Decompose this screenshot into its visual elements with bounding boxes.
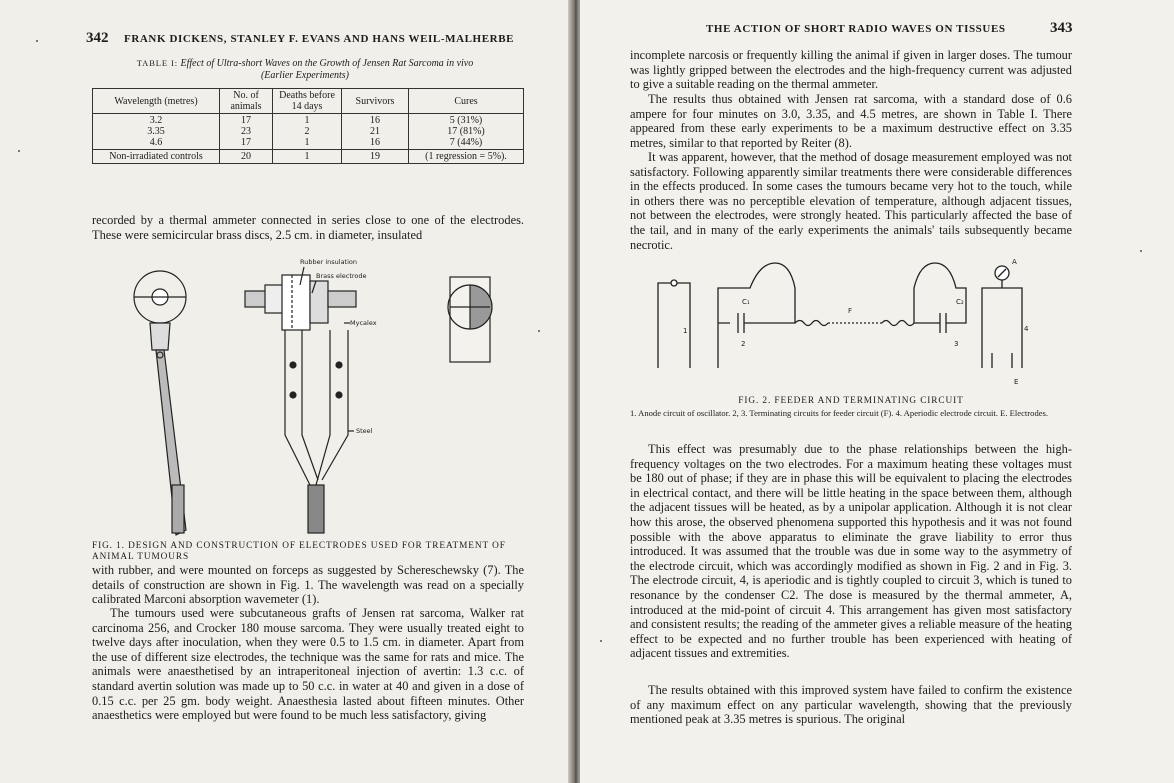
cell-control-animals: 20 — [220, 150, 273, 164]
paragraph-right-5: The results obtained with this improved system have failed to confirm the existence of any maximum effect on any particular wavelength, showing that the previously mentioned peak at 3.35 metres is spurious. The original — [630, 683, 1072, 727]
cell-animals: 17 23 17 — [220, 114, 273, 150]
cell-control-deaths: 1 — [273, 150, 342, 164]
table-caption-sub: (Earlier Experiments) — [260, 70, 350, 81]
running-head-left: FRANK DICKENS, STANLEY F. EVANS AND HANS WEIL-MALHERBE — [124, 33, 515, 45]
circuit-label-1: 1 — [683, 327, 688, 335]
page-number-left: 342 — [86, 30, 109, 46]
cell-cures: 5 (31%) 17 (81%) 7 (44%) — [409, 114, 524, 150]
table-control-row — [93, 150, 524, 164]
circuit-figure — [650, 258, 1050, 393]
figure-1-caption: FIG. 1. DESIGN AND CONSTRUCTION OF ELECTRODES USED FOR TREATMENT OF ANIMAL TUMOURS — [92, 541, 506, 562]
paragraph-right-1: incomplete narcosis or frequently killing the animal if given in larger doses. The tumour was lightly gripped between the electrodes and the high-frequency current was adjusted to give a suitable reading on the thermal ammeter. — [630, 48, 1072, 92]
circuit-label-a: A — [1012, 258, 1017, 266]
circuit-label-2: 2 — [741, 340, 746, 348]
table-data-row — [93, 114, 524, 150]
cell-deaths: 1 2 1 — [273, 114, 342, 150]
circuit-label-3: 3 — [954, 340, 959, 348]
circuit-label-e: E — [1014, 378, 1019, 386]
table-caption-title: Effect of Ultra-short Waves on the Growth of Jensen Rat Sarcoma in vivo — [180, 58, 474, 69]
cell-control-survivors: 19 — [342, 150, 409, 164]
figure-2-caption-legend: 1. Anode circuit of oscillator. 2, 3. Terminating circuits for feeder circuit (F). 4. Aperiodic electrode circuit. E. Electrodes. — [630, 408, 1049, 418]
col-header-wavelength: Wavelength (metres) — [93, 89, 220, 114]
paragraph-right-2: The results thus obtained with Jensen rat sarcoma, with a standard dose of 0.6 ampere for four minutes on 3.0, 3.35, and 4.5 metres, are shown in Table I. There appeared from these early experiments to be a maximum destructive effect on 3.35 metres, similar to that reported by Reiter (8). — [630, 92, 1072, 150]
cell-survivors: 16 21 16 — [342, 114, 409, 150]
results-table — [92, 88, 524, 164]
circuit-label-4: 4 — [1024, 325, 1029, 333]
running-head-right: THE ACTION OF SHORT RADIO WAVES ON TISSUES — [706, 23, 1006, 35]
cell-control-label: Non-irradiated controls — [93, 150, 220, 164]
col-header-deaths: Deaths before 14 days — [273, 89, 342, 114]
right-page — [580, 0, 1174, 783]
page-number-right: 343 — [1050, 20, 1073, 36]
figure-2-caption-title: FIG. 2. FEEDER AND TERMINATING CIRCUIT — [738, 396, 964, 406]
label-steel: Steel — [356, 427, 373, 435]
cell-control-cures: (1 regression = 5%). — [409, 150, 524, 164]
paragraph-left-top: recorded by a thermal ammeter connected in series close to one of the electrodes. These were semicircular brass discs, 2.5 cm. in diameter, insulated — [92, 213, 524, 242]
table-header-row — [93, 89, 524, 114]
label-mycalex: Mycalex — [350, 319, 377, 327]
paragraph-left-bottom-2: The tumours used were subcutaneous grafts of Jensen rat sarcoma, Walker rat carcinoma 256, and Crocker 180 mouse sarcoma. They were usually treated eight to twelve days after inoculation, when they were 0.5 to 1.5 cm. in diameter. Apart from the use of different size electrodes, the technique was the same for rats and mice. The animals were anaesthetised by an intraperitoneal injection of avertin: 1.3 c.c. of standard avertin solution was made up to 50 c.c. in water at 40 and given in a dose of 0.15 c.c. per 25 gm. body weight. Anaesthesia lasted about fifteen minutes. Other anaesthetics were employed but were found to be much less satisfactory, giving — [92, 606, 524, 723]
table-caption-prefix: TABLE I: — [136, 58, 178, 68]
electrode-figure — [120, 255, 510, 540]
label-brass: Brass electrode — [316, 272, 367, 280]
paragraph-left-bottom-1: with rubber, and were mounted on forceps as suggested by Schereschewsky (7). The details of construction are shown in Fig. 1. The wavelength was read on a specially calibrated Marconi absorption wavemeter (1). — [92, 563, 524, 607]
circuit-label-c2: C₂ — [956, 298, 964, 306]
paragraph-right-4: This effect was presumably due to the phase relationships between the high-frequency voltages on the two electrodes. For a maximum heating these voltages must be 180 out of phase; if they are in phase this will be equivalent to placing the electrodes in electrical contact, and there will be little heating in the space between them, although the adjacent tissues will be heated, as by a unipolar application. Although it is not clear how this arose, the observed phenomena supported this hypothesis and it was not found possible with the above apparatus to eliminate the grave liability to error thus introduced. It was assumed that the trouble was due in some way to the asymmetry of the electrode circuit, which was accordingly modified as shown in Fig. 2 and in Fig. 3. The electrode circuit, 4, is aperiodic and is tightly coupled to circuit 3, which is tuned to resonance by the condenser C2. The dose is measured by the thermal ammeter, A, introduced at the mid-point of circuit 4. This arrangement has given most satisfactory and consistent results; the reading of the ammeter gives a reliable measure of the heating effect to be expected and no further trouble has been experienced with heating of adjacent tissues and extremities. — [630, 442, 1072, 661]
label-rubber: Rubber insulation — [300, 258, 358, 266]
col-header-survivors: Survivors — [342, 89, 409, 114]
paragraph-right-3: It was apparent, however, that the method of dosage measurement employed was not satisfactory. Following apparently similar treatments there were considerable differences in the effects produced. In some cases the tumours became very hot to the touch, while in others there was no perceptible elevation of temperature, although adjacent tissues, not between the electrodes, were strongly heated. This particularly affected the base of the tail, and in many of the early experiments the animals' tails subsequently became necrotic. — [630, 150, 1072, 252]
cell-wavelengths: 3.2 3.35 4.6 — [93, 114, 220, 150]
col-header-animals: No. of animals — [220, 89, 273, 114]
col-header-cures: Cures — [409, 89, 524, 114]
circuit-label-f: F — [848, 307, 853, 315]
circuit-label-c1: C₁ — [742, 298, 750, 306]
table-caption — [110, 57, 500, 82]
left-page — [0, 0, 572, 783]
